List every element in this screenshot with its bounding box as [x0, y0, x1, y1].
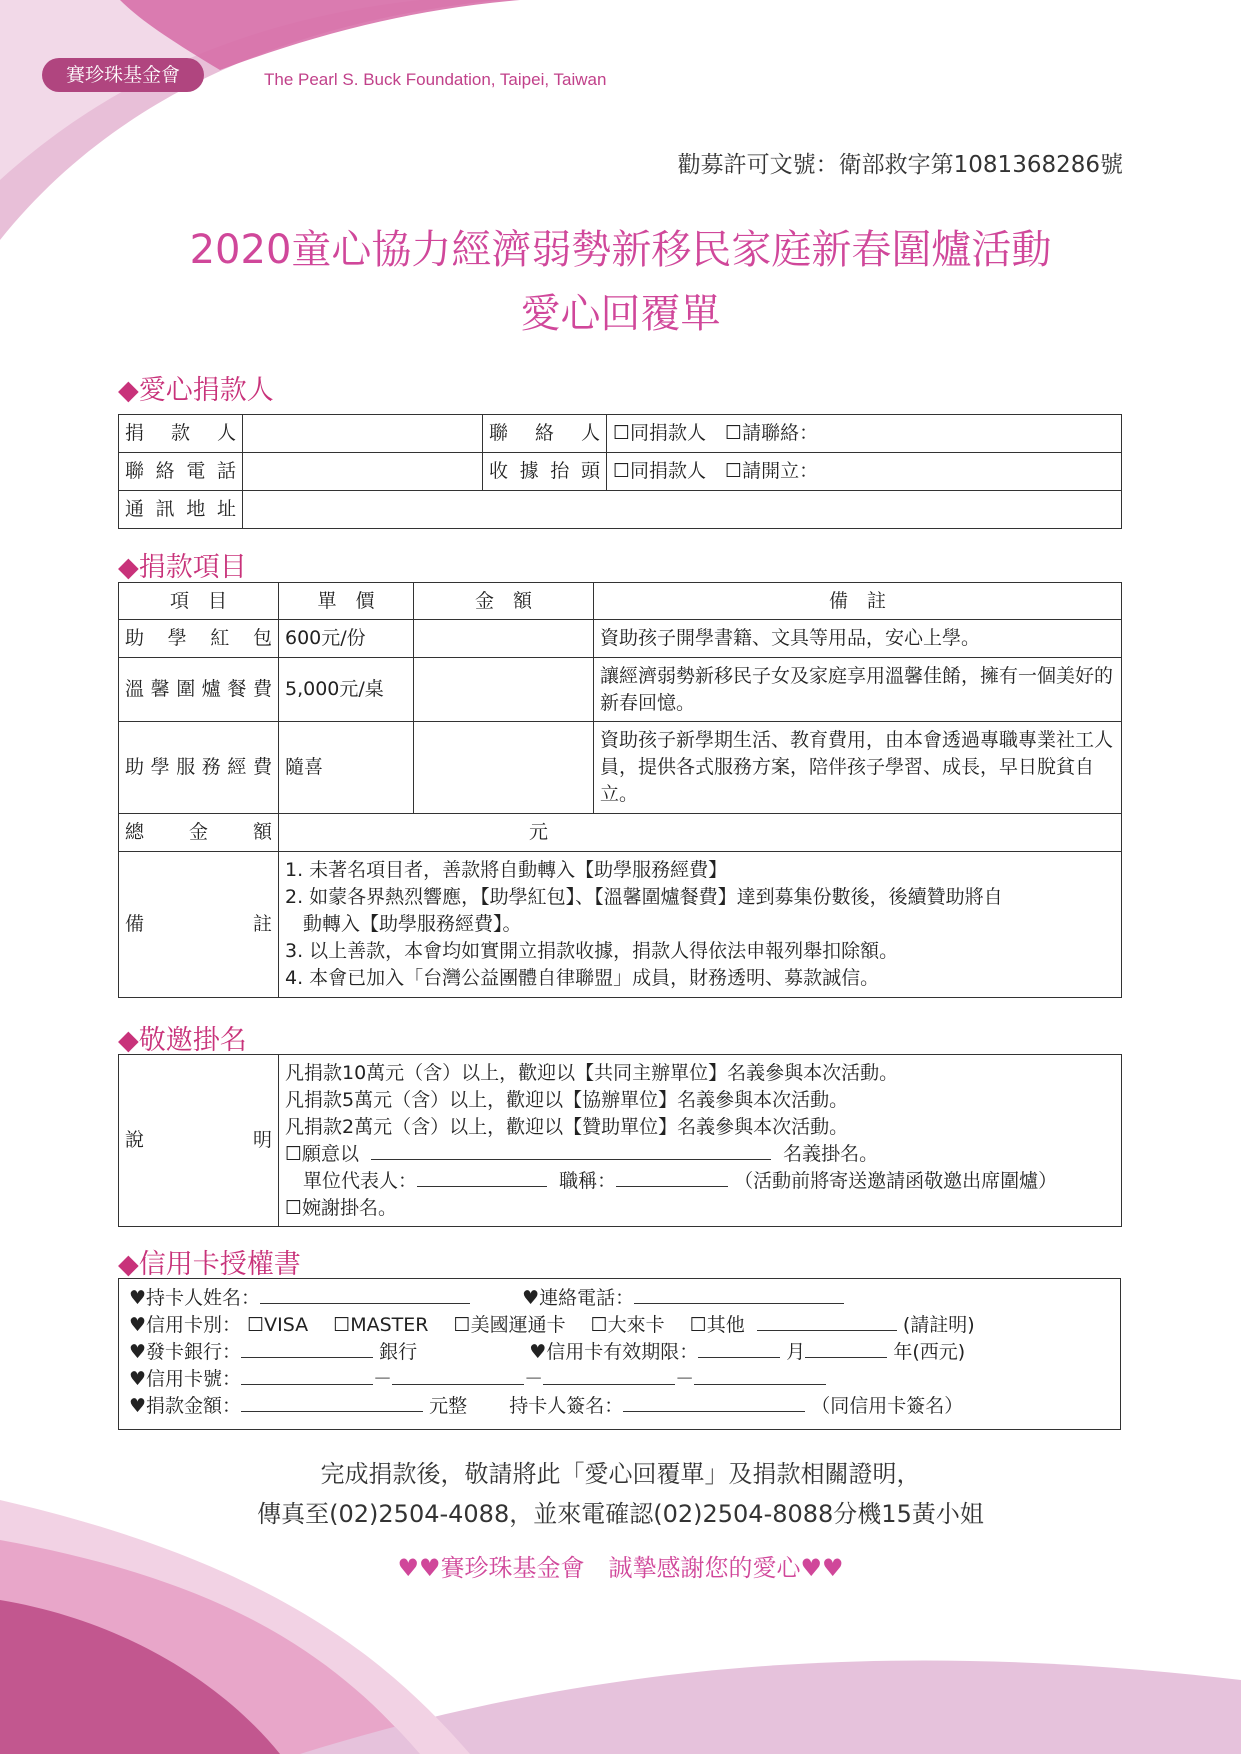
- note-item: 4. 本會已加入「台灣公益團體自律聯盟」成員，財務透明、募款誠信。: [285, 967, 880, 989]
- col-price-header: 單 價: [279, 583, 414, 620]
- item-price: 隨喜: [279, 722, 414, 814]
- naming-line: 凡捐款5萬元（含）以上，歡迎以【協辦單位】名義參與本次活動。: [285, 1088, 849, 1111]
- item-amount-field[interactable]: [414, 620, 594, 658]
- note-item: 1. 未著名項目者，善款將自動轉入【助學服務經費】: [285, 859, 728, 881]
- contact-phone-field[interactable]: [634, 1285, 844, 1304]
- amount-label: ♥捐款金額：: [129, 1395, 242, 1417]
- item-name: 助學紅包: [119, 620, 279, 658]
- contact-options[interactable]: ☐同捐款人 ☐請聯絡：: [607, 415, 1122, 453]
- item-price: 600元/份: [279, 620, 414, 658]
- year-label: 年(西元): [893, 1341, 966, 1363]
- amount-field[interactable]: [241, 1393, 423, 1412]
- section-heading-donor: ◆愛心捐款人: [118, 375, 274, 406]
- receipt-options[interactable]: ☐同捐款人 ☐請開立：: [607, 453, 1122, 491]
- item-remark: 讓經濟弱勢新移民子女及家庭享用溫馨佳餚，擁有一個美好的新春回憶。: [594, 658, 1122, 722]
- holder-name-label: ♥持卡人姓名：: [129, 1287, 261, 1309]
- donor-label: 捐款人: [119, 415, 243, 453]
- item-name: 助學服務經費: [119, 722, 279, 814]
- contact-label: 聯絡人: [483, 415, 607, 453]
- job-title-field[interactable]: [616, 1168, 728, 1187]
- section-heading-items: ◆捐款項目: [118, 552, 247, 583]
- dinners-checkbox[interactable]: ☐大來卡: [590, 1314, 665, 1336]
- other-card-field[interactable]: [757, 1312, 897, 1331]
- note-label: 備註: [119, 852, 279, 998]
- permit-number: 勸募許可文號：衛部救字第1081368286號: [677, 152, 1123, 178]
- master-checkbox[interactable]: ☐MASTER: [333, 1314, 429, 1336]
- invite-note: （活動前將寄送邀請函敬邀出席圍爐）: [734, 1169, 1058, 1192]
- naming-name-field[interactable]: [371, 1141, 771, 1160]
- amount-suffix: 元整: [429, 1395, 468, 1417]
- amex-checkbox[interactable]: ☐美國運通卡: [453, 1314, 566, 1336]
- dash: －: [373, 1368, 393, 1390]
- table-row: [119, 722, 1122, 814]
- notes-list: [279, 852, 1122, 998]
- bank-suffix: 銀行: [379, 1341, 418, 1363]
- note-item: 3. 以上善款，本會均如實開立捐款收據，捐款人得依法申報列舉扣除額。: [285, 940, 899, 962]
- note-item: 2. 如蒙各界熱烈響應，【助學紅包】、【溫馨圍爐餐費】達到募集份數後，後續贊助將自: [285, 886, 1003, 908]
- page-title: 2020童心協力經濟弱勢新移民家庭新春圍爐活動: [189, 227, 1052, 273]
- naming-label: 說明: [119, 1055, 279, 1227]
- willing-suffix: 名義掛名。: [783, 1142, 879, 1165]
- expiry-year-field[interactable]: [805, 1339, 887, 1358]
- total-field[interactable]: [279, 814, 1122, 852]
- item-amount-field[interactable]: [414, 658, 594, 722]
- please-note: (請註明): [902, 1314, 975, 1336]
- signature-field[interactable]: [623, 1393, 805, 1412]
- item-remark: 資助孩子開學書籍、文具等用品，安心上學。: [594, 620, 1122, 658]
- receipt-label: 收據抬頭: [483, 453, 607, 491]
- org-english-name: The Pearl S. Buck Foundation, Taipei, Taiwan: [264, 70, 607, 89]
- donor-name-field[interactable]: [243, 415, 483, 453]
- bank-field[interactable]: [241, 1339, 373, 1358]
- note-item: 動轉入【助學服務經費】。: [303, 913, 522, 935]
- address-label: 通訊地址: [119, 491, 243, 529]
- donor-table: [118, 414, 1122, 529]
- page-subtitle: 愛心回覆單: [520, 291, 721, 337]
- expiry-month-field[interactable]: [698, 1339, 780, 1358]
- table-row: [119, 658, 1122, 722]
- naming-willing-row[interactable]: [285, 1141, 1115, 1168]
- section-heading-naming: ◆敬邀掛名: [118, 1025, 247, 1056]
- phone-label: 聯絡電話: [119, 453, 243, 491]
- footer-instruction-2: 傳真至(02)2504-4088，並來電確認(02)2504-8088分機15黃小姐: [257, 1500, 984, 1528]
- signature-label: 持卡人簽名：: [509, 1395, 624, 1417]
- dash: －: [524, 1368, 544, 1390]
- credit-card-form: [118, 1278, 1121, 1430]
- dash: －: [675, 1368, 695, 1390]
- contact-phone-label: ♥連絡電話：: [522, 1287, 635, 1309]
- card-number-field-4[interactable]: [694, 1366, 826, 1385]
- col-remark-header: 備 註: [594, 583, 1122, 620]
- card-number-field-1[interactable]: [241, 1366, 373, 1385]
- org-badge: 賽珍珠基金會: [42, 58, 204, 92]
- footer-instruction-1: 完成捐款後，敬請將此「愛心回覆單」及捐款相關證明，: [320, 1460, 921, 1488]
- visa-checkbox[interactable]: ☐VISA: [247, 1314, 309, 1336]
- col-item-header: 項 目: [119, 583, 279, 620]
- rep-label: 單位代表人：: [303, 1169, 418, 1192]
- thanks-message: ♥♥賽珍珠基金會 誠摯感謝您的愛心♥♥: [397, 1554, 844, 1582]
- address-field[interactable]: [243, 491, 1122, 529]
- other-checkbox[interactable]: ☐其他: [689, 1314, 745, 1336]
- decline-checkbox[interactable]: ☐婉謝掛名。: [285, 1196, 398, 1219]
- card-number-label: ♥信用卡號：: [129, 1368, 242, 1390]
- card-type-label: ♥信用卡別：: [129, 1314, 242, 1336]
- items-table: [118, 582, 1122, 998]
- job-title-label: 職稱：: [559, 1169, 617, 1192]
- month-label: 月: [786, 1341, 806, 1363]
- item-name: 溫馨圍爐餐費: [119, 658, 279, 722]
- total-unit: 元: [529, 821, 549, 843]
- signature-note: （同信用卡簽名）: [811, 1395, 964, 1417]
- rep-field[interactable]: [417, 1168, 547, 1187]
- holder-name-field[interactable]: [260, 1285, 470, 1304]
- table-row: [119, 620, 1122, 658]
- card-number-field-2[interactable]: [392, 1366, 524, 1385]
- willing-checkbox[interactable]: ☐願意以: [285, 1142, 360, 1165]
- naming-line: 凡捐款10萬元（含）以上，歡迎以【共同主辦單位】名義參與本次活動。: [285, 1061, 899, 1084]
- card-number-field-3[interactable]: [543, 1366, 675, 1385]
- section-heading-credit: ◆信用卡授權書: [118, 1249, 301, 1280]
- naming-rep-row: [285, 1168, 1115, 1195]
- naming-content: [279, 1055, 1122, 1227]
- bank-label: ♥發卡銀行：: [129, 1341, 242, 1363]
- phone-field[interactable]: [243, 453, 483, 491]
- col-amount-header: 金 額: [414, 583, 594, 620]
- naming-table: [118, 1054, 1122, 1227]
- expiry-label: ♥信用卡有效期限：: [529, 1341, 699, 1363]
- item-amount-field[interactable]: [414, 722, 594, 814]
- naming-line: 凡捐款2萬元（含）以上，歡迎以【贊助單位】名義參與本次活動。: [285, 1115, 849, 1138]
- item-remark: 資助孩子新學期生活、教育費用，由本會透過專職專業社工人員，提供各式服務方案，陪伴孩子學習、成長，早日脫貧自立。: [594, 722, 1122, 814]
- total-label: 總金額: [119, 814, 279, 852]
- item-price: 5,000元/桌: [279, 658, 414, 722]
